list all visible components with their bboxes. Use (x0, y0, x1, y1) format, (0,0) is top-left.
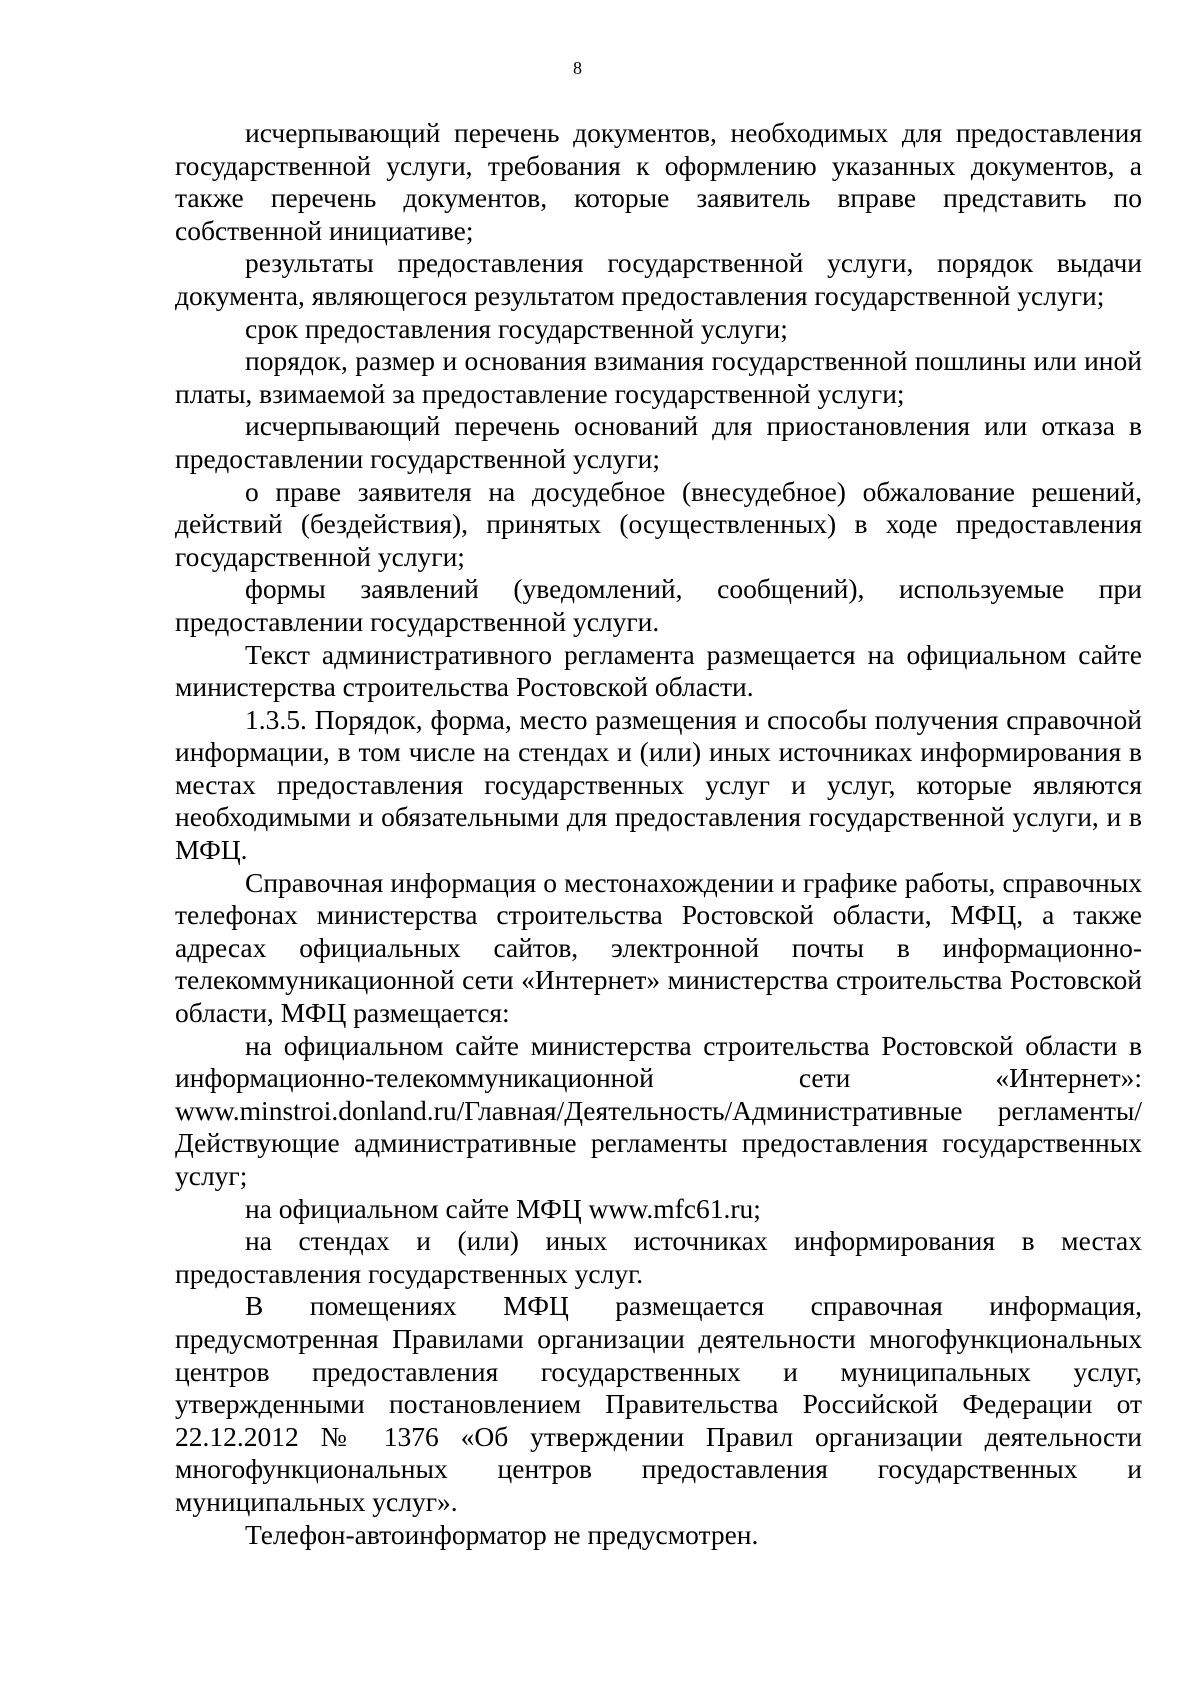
paragraph: результаты предоставления государственной услуги, порядок выдачи документа, являющегося результатом предоставления государственной услуги; (175, 247, 1142, 311)
paragraph: о праве заявителя на досудебное (внесудебное) обжалование решений, действий (бездействия), принятых (осуществленных) в ходе предоставления государственной услуги; (175, 475, 1142, 572)
section-paragraph: 1.3.5. Порядок, форма, место размещения и способы получения справочной информации, в том числе на стендах и (или) иных источниках информирования в местах предоставления государственных услуг и услуг, которые являются необходимыми и обязательными для предоставления государственной услуги, и в МФЦ. (175, 703, 1142, 866)
paragraph: исчерпывающий перечень оснований для приостановления или отказа в предоставлении государственной услуги; (175, 410, 1142, 474)
page-number: 8 (573, 58, 582, 78)
paragraph: Телефон-автоинформатор не предусмотрен. (245, 1518, 759, 1550)
paragraph: срок предоставления государственной услуги; (245, 312, 788, 344)
paragraph: В помещениях МФЦ размещается справочная информация, предусмотренная Правилами организации деятельности многофункциональных центров предоставления государственных и муниципальных услуг, утвержденными постановлением Правительства Российской Федерации от 22.12.2012 № 1376 «Об утверждении Правил организации деятельности многофункциональных центров предоставления государственных и муниципальных услуг». (175, 1290, 1142, 1517)
paragraph: порядок, размер и основания взимания государственной пошлины или иной платы, взимаемой за предоставление государственной услуги; (175, 345, 1142, 409)
paragraph: исчерпывающий перечень документов, необходимых для предоставления государственной услуги, требования к оформлению указанных документов, а также перечень документов, которые заявитель вправе представить по собственной инициативе; (175, 117, 1142, 246)
paragraph: на стендах и (или) иных источниках информирования в местах предоставления государственных услуг. (175, 1225, 1142, 1289)
paragraph: Справочная информация о местонахождении и графике работы, справочных телефонах министерства строительства Ростовской области, МФЦ, а также адресах официальных сайтов, электронной почты в информационно-телекоммуникационной сети «Интернет» министерства строительства Ростовской области, МФЦ размещается: (175, 866, 1142, 1029)
paragraph: на официальном сайте МФЦ www.mfc61.ru; (245, 1192, 761, 1224)
paragraph: на официальном сайте министерства строительства Ростовской области в информационно-телекоммуникационной сети «Интернет»: www.minstroi.donland.ru/Главная/Деятельность/Административные регламенты/ Действующие административные регламенты предоставления государственных услуг; (175, 1029, 1142, 1191)
paragraph: Текст административного регламента размещается на официальном сайте министерства строительства Ростовской области. (175, 638, 1142, 703)
document-body (175, 117, 1142, 1551)
paragraph: формы заявлений (уведомлений, сообщений), используемые при предоставлении государственной услуги. (175, 573, 1142, 637)
